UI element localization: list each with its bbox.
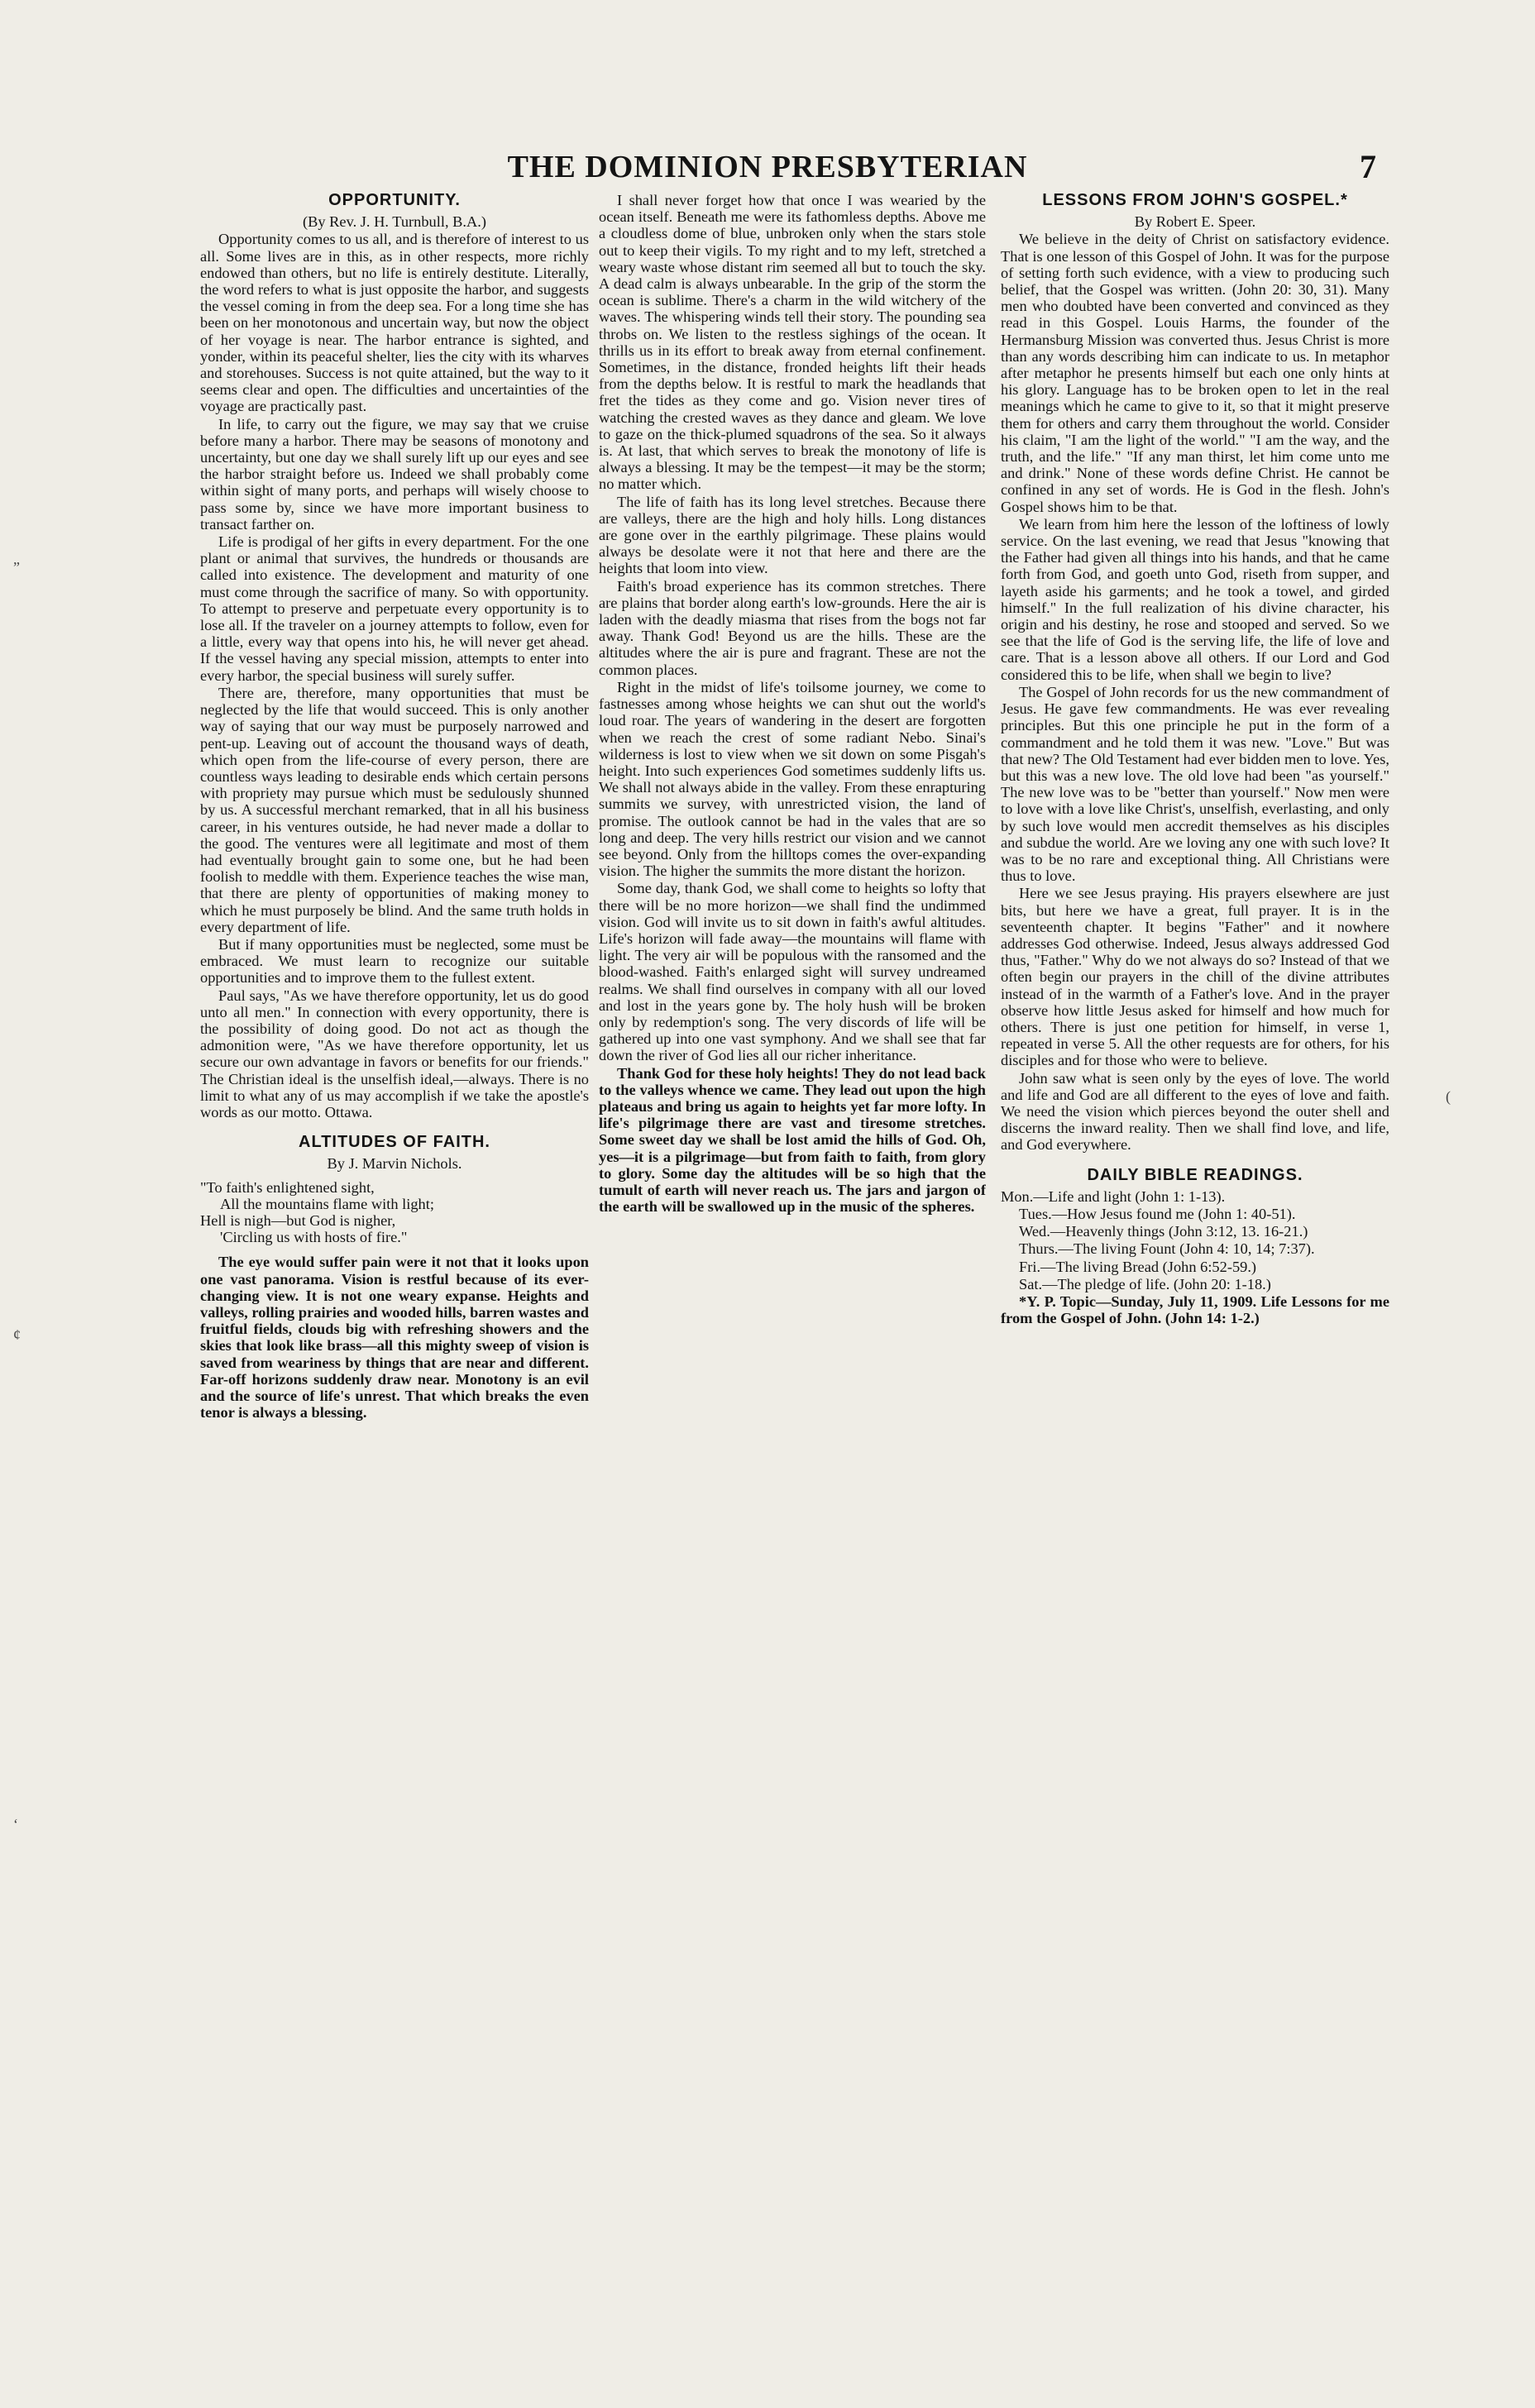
reading-item: Sat.—The pledge of life. (John 20: 1-18.): [1019, 1275, 1271, 1292]
column-3: [1001, 192, 1389, 2375]
altitudes-paragraph: Some day, thank God, we shall come to heights so lofty that there will be no more horizon—we shall find the undimmed vision. God will invite us to sit down in faith's awful altitudes. Life's horizon will fade away—the mountains will flame with light. The very air will be populous with the ransomed and the blood-washed. Faith's enlarged sight will survey undreamed realms. We shall find ourselves in company with all our loved and lost in the years gone by. The holy hush will be broken only by redemption's song. The very discords of life will be gathered up into one vast symphony. And we shall see that far down the river of God lies all our richer inheritance.: [599, 880, 986, 1064]
poem-line: Hell is nigh—but God is nigher,: [200, 1211, 396, 1229]
opportunity-paragraph: There are, therefore, many opportunities that must be neglected by the life that would succeed. This is only another way of saying that our way must be purposely narrowed and pent-up. Leaving out of account the thousand ways of death, which open from the life-course of every person, there are countless ways leading to desirable ends which certain persons with propriety may pursue which must be sedulously shunned by us. A successful merchant remarked, that in all his business career, in his ventures outside, he had never made a dollar to the good. The ventures were all legitimate and most of them had eventually brought gain to some one, but he had been foolish to meddle with them. Experience teaches the wise man, that there are plenty of opportunities of making money to which he must purposely be blind. And the same truth holds in every department of life.: [200, 684, 589, 935]
reading-item: Thurs.—The living Fount (John 4: 10, 14; 7:37).: [1019, 1240, 1315, 1258]
column-2: [599, 192, 986, 2375]
altitudes-paragraph: The eye would suffer pain were it not that it looks upon one vast panorama. Vision is restful because of its ever-changing view. It is not one weary expanse. Heights and valleys, rolling prairies and wooded hills, barren wastes and fruitful fields, clouds big with refreshing showers and the skies that look like brass—all this mighty sweep of vision is saved from weariness by things that are near and different. Far-off horizons suddenly draw near. Monotony is an evil and the source of life's unrest. That which breaks the even tenor is always a blessing.: [200, 1254, 589, 1421]
opportunity-paragraph: Paul says, "As we have therefore opportunity, let us do good unto all men." In connection with every opportunity, there is the possibility of doing good. Do not act as though the admonition were, "As we have therefore opportunity, let us secure our own advantage in favors or benefits for our friends." The Christian ideal is the unselfish ideal,—always. There is no limit to what any of us may accomplish if we take the apostle's words as our motto. Ottawa.: [200, 987, 589, 1120]
altitudes-paragraph: Faith's broad experience has its common stretches. There are plains that border along earth's low-grounds. Here the air is laden with the deadly miasma that rises from the bogs not far away. Thank God! Beyond us are the hills. These are the altitudes where the air is pure and fragrant. These are not the common places.: [599, 577, 986, 678]
margin-mark: ¢: [13, 1326, 21, 1343]
altitudes-paragraph: I shall never forget how that once I was wearied by the ocean itself. Beneath me were its fathomless depths. Above me a cloudless dome of blue, unbroken only when the stars stole out to keep their vigils. To my right and to my left, stretched a weary waste whose distant rim seemed all but to touch the sky. A dead calm is always unbearable. In the grip of the storm the ocean is sublime. There's a charm in the wild witchery of the waves. The whispering winds tell their story. The pounding sea throbs on. We listen to the restless sighings of the ocean. It thrills us in its effort to break away from eternal confinement. Sometimes, in the distance, fronded heights lift their heads from the depths below. It is restful to mark the headlands that fret the tides as they come and go. Vision never tires of watching the crested waves as they dance and gleam. We love to gaze on the thick-plumed squadrons of the sea. So it always is. At last, that which serves to break the monotony of life is always a blessing. It may be the tempest—it may be the storm; no matter which.: [599, 192, 986, 493]
masthead-title: THE DOMINION PRESBYTERIAN: [507, 150, 1028, 184]
lessons-paragraph: The Gospel of John records for us the new commandment of Jesus. He gave few commandments. He was ever revealing principles. But this one principle he put in the form of a commandment and he told them it was new. "Love." But was that new? The Old Testament had ever bidden men to love. Yes, but this was a new love. The old love had been "as yourself." The new love was to be "better than yourself." Now men were to love with a love like Christ's, unselfish, everlasting, and only by such love would men accredit themselves as his disciples and subdue the world. Are we loving any one with such love? It was to be no rare and exceptional thing. All Christians were thus to love.: [1001, 683, 1389, 885]
poem-line: All the mountains flame with light;: [220, 1195, 434, 1212]
poem-line: 'Circling us with hosts of fire.": [220, 1229, 408, 1246]
opportunity-heading: OPPORTUNITY.: [328, 192, 461, 209]
opportunity-paragraph: In life, to carry out the figure, we may say that we cruise before many a harbor. There may be seasons of monotony and uncertainty, but one day we shall surely lift up our eyes and see the harbor straight before us. Indeed we shall probably come within sight of many ports, and perhaps will wisely choose to pass some by, since we have more important business to transact farther on.: [200, 415, 589, 533]
altitudes-paragraph: Right in the midst of life's toilsome journey, we come to fastnesses among whose heights we can shut out the world's loud roar. The years of wandering in the desert are forgotten when we reach the crest of some radiant Nebo. Sinai's wilderness is lost to view when we sit down on some Pisgah's height. Into such experiences God sometimes suddenly lifts us. We shall not always abide in the valley. From these enrapturing summits we survey, with unrestricted vision, the land of promise. The outlook cannot be had in the vales that are so long and deep. The very hills restrict our vision and we cannot see beyond. Only from the hilltops comes the over-expanding vision. The higher the summits the more distant the horizon.: [599, 678, 986, 880]
masthead: [0, 142, 1535, 192]
reading-item: Mon.—Life and light (John 1: 1-13).: [1001, 1187, 1226, 1205]
lessons-paragraph: We learn from him here the lesson of the loftiness of lowly service. On the last evening, we read that Jesus "knowing that the Father had given all things into his hands, and that he came forth from God, and goeth unto God, riseth from supper, and layeth aside his garments; and he took a towel, and girded himself." In the full realization of his divine character, his origin and his destiny, he rose and stooped and served. So we see that the life of God is the serving life, the life of love and care. That is a lesson above all others. If our Lord and God considered this to be life, when shall we begin to live?: [1001, 515, 1389, 683]
poem-line: "To faith's enlightened sight,: [200, 1178, 375, 1196]
margin-mark: (: [1446, 1088, 1451, 1105]
altitudes-paragraph: Thank God for these holy heights! They do not lead back to the valleys whence we came. They lead out upon the high plateaus and bring us again to heights yet far more lofty. In life's pilgrimage there are vast and tiresome stretches. Some sweet day we shall be lost amid the hills of God. Oh, yes—it is a pilgrimage—but from faith to faith, from glory to glory. Some day the altitudes will be so high that the tumult of earth will never reach us. The jars and jargon of the earth will be swallowed up in the music of the spheres.: [599, 1064, 986, 1216]
reading-item: Tues.—How Jesus found me (John 1: 40-51).: [1019, 1205, 1296, 1222]
page-number: 7: [1360, 148, 1376, 185]
lessons-paragraph: John saw what is seen only by the eyes of love. The world and life and God are all different to the eyes of love and faith. We need the vision which pierces beyond the outer shell and discerns the inward reality. Then we shall find love, and life, and God everywhere.: [1001, 1069, 1389, 1154]
reading-item: Fri.—The living Bread (John 6:52-59.): [1019, 1258, 1257, 1275]
yp-topic-note: *Y. P. Topic—Sunday, July 11, 1909. Life Lessons for me from the Gospel of John. (John 14: 1-2.): [1001, 1293, 1389, 1327]
margin-mark: ”: [13, 559, 20, 576]
lessons-heading: LESSONS FROM JOHN'S GOSPEL.*: [1042, 192, 1348, 209]
opportunity-paragraph: But if many opportunities must be neglected, some must be embraced. We must learn to recognize our suitable opportunities and to improve them to the fullest extent.: [200, 935, 589, 987]
column-1: [200, 192, 589, 2375]
altitudes-byline: By J. Marvin Nichols.: [327, 1155, 462, 1173]
lessons-byline: By Robert E. Speer.: [1134, 213, 1256, 231]
opportunity-byline: (By Rev. J. H. Turnbull, B.A.): [302, 213, 487, 231]
daily-readings-heading: DAILY BIBLE READINGS.: [1087, 1165, 1303, 1184]
opportunity-paragraph: Life is prodigal of her gifts in every department. For the one plant or animal that survives, the hundreds or thousands are called into existence. The development and maturity of one must come through the sacrifice of many. So with opportunity. To attempt to preserve and perpetuate every opportunity is to lose all. If the traveler on a journey attempts to follow, even for a little, every way that opens into his, he will never get ahead. If the vessel having any special mission, attempts to enter into every harbor, the special business will surely suffer.: [200, 533, 589, 684]
altitudes-heading: ALTITUDES OF FAITH.: [299, 1133, 490, 1152]
lessons-paragraph: Here we see Jesus praying. His prayers elsewhere are just bits, but here we have a great, full prayer. It is in the seventeenth chapter. It begins "Father" and it nowhere addresses God otherwise. Indeed, Jesus always addressed God thus, "Father." Why do we not always do so? Instead of that we often begin our prayers in the chill of the divine attributes instead of in the warmth of a Father's love. And in the prayer observe how little Jesus asked for himself and how much for others. There is just one petition for himself, in verse 1, repeated in verse 5. All the other requests are for others, for his disciples and for those who were to believe.: [1001, 885, 1389, 1069]
reading-item: Wed.—Heavenly things (John 3:12, 13. 16-21.): [1019, 1223, 1308, 1240]
lessons-paragraph: We believe in the deity of Christ on satisfactory evidence. That is one lesson of this Gospel of John. It was for the purpose of setting forth such evidence, with a view to producing such belief, that the Gospel was written. (John 20: 30, 31). Many men who doubted have been converted and convinced as they read in this Gospel. Louis Harms, the founder of the Hermansburg Mission was converted thus. Jesus Christ is more than any words describing him can indicate to us. In metaphor after metaphor he presents himself but each one only hints at his glory. Language has to be broken open to let in the real meanings which he came to give to it, so that it might preserve them for others and carry them throughout the world. Consider his claim, "I am the light of the world." "I am the way, and the truth, and the life." "If any man thirst, let him come unto me and drink." None of these words define Christ. He cannot be confined in any set of words. He is God in the flesh. John's Gospel shows him to be that.: [1001, 231, 1389, 515]
margin-mark: ‘: [13, 1816, 18, 1832]
altitudes-poem: [200, 1179, 589, 1246]
opportunity-paragraph: Opportunity comes to us all, and is therefore of interest to us all. Some lives are in this, as in other respects, more richly endowed than others, but no life is entirely destitute. Literally, the word refers to what is just opposite the harbor, and suggests the vessel coming in from the deep sea. For a long time she has been on her monotonous and uncertain way, but now the object of her voyage is near. The harbor entrance is sighted, and yonder, within its peaceful shelter, lies the city with its wharves and storehouses. Success is not quite attained, but the way to it seems clear and open. The difficulties and uncertainties of the voyage are practically past.: [200, 231, 589, 415]
altitudes-paragraph: The life of faith has its long level stretches. Because there are valleys, there are the high and holy hills. Long distances are gone over in the earthly pilgrimage. These plains would always be desolate were it not that here and there are the heights that loom into view.: [599, 493, 986, 577]
